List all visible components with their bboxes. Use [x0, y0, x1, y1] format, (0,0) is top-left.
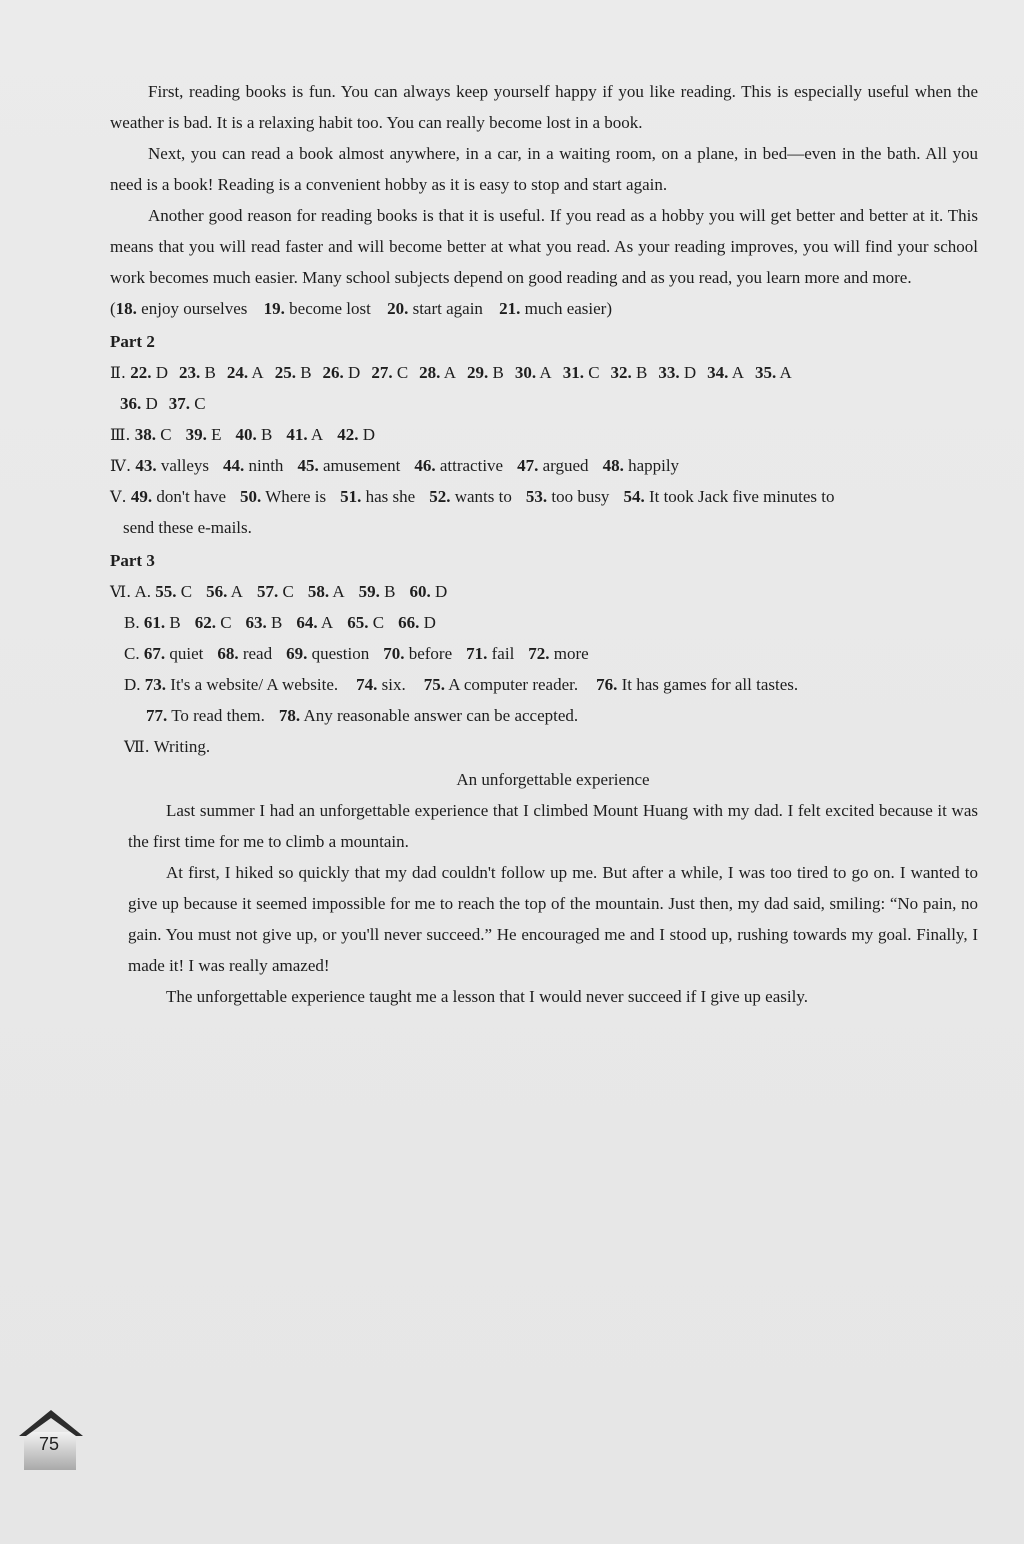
answer-number: 51.	[340, 487, 362, 506]
answer-value: B	[295, 363, 312, 382]
answer-value: D	[151, 363, 168, 382]
answer-value: A	[440, 363, 456, 382]
answer-list	[155, 582, 461, 601]
answer-number: 43.	[135, 456, 157, 475]
section-3	[110, 419, 978, 450]
answer-value: A	[329, 582, 345, 601]
answer-number: 31.	[562, 363, 584, 382]
answer-key-content	[110, 76, 978, 1012]
answer-number: 27.	[371, 363, 393, 382]
essay-paragraph-1: Last summer I had an unforgettable experience that I climbed Mount Huang with my dad. I felt excited because it was the first time for me to climb a mountain.	[128, 801, 978, 851]
essay	[110, 764, 978, 1012]
answer-number: 54.	[623, 487, 645, 506]
answer-number: 77.	[146, 706, 168, 725]
page-number: 75	[38, 1434, 60, 1454]
section-numeral: Ⅳ.	[110, 456, 132, 475]
answer-value: E	[206, 425, 222, 444]
answer-value: D	[679, 363, 697, 382]
answer-value: It took Jack five minutes to	[644, 487, 835, 506]
section-6-a	[110, 576, 978, 607]
answer-value: A	[728, 363, 744, 382]
answer-number: 55.	[155, 582, 177, 601]
answer-number: 37.	[168, 394, 191, 413]
answer-number: 57.	[256, 582, 279, 601]
answer-number: 26.	[322, 363, 344, 382]
answer-value: become lost	[289, 299, 371, 318]
answer-number: 28.	[419, 363, 441, 382]
answer-value: B	[631, 363, 648, 382]
answer-number: 30.	[514, 363, 537, 382]
section-5	[110, 481, 978, 512]
answer-number: 25.	[274, 363, 296, 382]
answer-value: It has games for all tastes.	[617, 675, 799, 694]
answer-number: 23.	[179, 363, 201, 382]
answer-value: don't have	[152, 487, 227, 506]
answer-list	[131, 487, 849, 506]
answer-value: D	[141, 394, 158, 413]
answer-number: 29.	[467, 363, 489, 382]
subsection-label: A.	[134, 582, 152, 601]
answer-list	[145, 675, 816, 694]
answer-number: 56.	[206, 582, 228, 601]
section-numeral: Ⅱ.	[110, 363, 126, 382]
answer-number: 19.	[263, 299, 285, 318]
answer-number: 73.	[144, 675, 167, 694]
answer-value: Where is	[261, 487, 327, 506]
answer-number: 75.	[423, 675, 445, 694]
answer-value: C	[215, 613, 232, 632]
answer-value: C	[392, 363, 409, 382]
answer-number: 45.	[297, 456, 319, 475]
answers-18-21: (18. enjoy ourselves 19. become lost 20. start again 21. much easier)	[110, 299, 612, 318]
answer-value: has she	[361, 487, 416, 506]
section-2-line-1	[110, 357, 978, 388]
answer-list	[135, 425, 389, 444]
answer-number: 65.	[347, 613, 369, 632]
answer-number: 47.	[517, 456, 539, 475]
answer-value: It's a website/ A website.	[166, 675, 339, 694]
part-3-heading: Part 3	[110, 551, 155, 570]
answer-number: 62.	[194, 613, 216, 632]
answer-number: 68.	[217, 644, 239, 663]
answer-number: 76.	[596, 675, 618, 694]
answer-value: B	[200, 363, 216, 382]
answer-number: 69.	[286, 644, 308, 663]
reading-paragraph-1: First, reading books is fun. You can always keep yourself happy if you like reading. This is especially useful when the weather is bad. It is a relaxing habit too. You can really become lost in a book.	[110, 82, 978, 132]
answer-value: A	[776, 363, 792, 382]
answer-value: A computer reader.	[444, 675, 579, 694]
answer-value: C	[190, 394, 206, 413]
answer-value: C	[278, 582, 294, 601]
answer-value: wants to	[450, 487, 512, 506]
answer-number: 60.	[409, 582, 431, 601]
answer-number: 58.	[307, 582, 330, 601]
answer-value: much easier)	[524, 299, 612, 318]
answer-list	[146, 706, 592, 725]
answer-number: 49.	[130, 487, 153, 506]
reading-paragraph-2: Next, you can read a book almost anywhere, in a car, in a waiting room, on a plane, in bed—even in the bath. All you need is a book! Reading is a convenient hobby as it is easy to stop and start again.	[110, 144, 978, 194]
answer-value: quiet	[165, 644, 204, 663]
answer-list	[135, 456, 693, 475]
answer-number: 36.	[120, 394, 142, 413]
answer-list	[144, 644, 603, 663]
page-number-badge	[18, 1406, 84, 1472]
answer-value: C	[583, 363, 600, 382]
answer-value: D	[430, 582, 448, 601]
reading-paragraph-3: Another good reason for reading books is that it is useful. If you read as a hobby you will get better and better at it. This means that you will read faster and will become better at what you read. As your reading improves, you will find your school work becomes much easier. Many school subjects depend on good reading and as you read, you learn more and more.	[110, 206, 978, 287]
answer-number: 74.	[356, 675, 378, 694]
answer-number: 39.	[185, 425, 207, 444]
answer-list	[120, 394, 217, 413]
answer-list	[144, 613, 450, 632]
answer-number: 61.	[143, 613, 166, 632]
answer-number: 70.	[383, 644, 405, 663]
answer-number: 64.	[296, 613, 318, 632]
section-2-line-2	[110, 388, 978, 419]
answer-value: amusement	[318, 456, 401, 475]
part-2-heading: Part 2	[110, 332, 155, 351]
answer-number: 44.	[222, 456, 245, 475]
answer-value: six.	[377, 675, 406, 694]
subsection-label: C.	[124, 644, 140, 663]
answer-value: B	[266, 613, 283, 632]
section-4	[110, 450, 978, 481]
answer-value: argued	[538, 456, 589, 475]
answer-value: attractive	[435, 456, 504, 475]
answer-value: A	[227, 582, 243, 601]
subsection-label: B.	[124, 613, 140, 632]
answer-number: 42.	[337, 425, 359, 444]
section-numeral: Ⅲ.	[110, 425, 131, 444]
essay-title: An unforgettable experience	[456, 770, 650, 789]
section-6-c	[110, 638, 978, 669]
answer-value: read	[238, 644, 273, 663]
section-numeral: Ⅴ.	[110, 487, 127, 506]
answer-number: 32.	[610, 363, 632, 382]
answer-number: 50.	[240, 487, 262, 506]
answer-value: To read them.	[167, 706, 265, 725]
answer-value: Any reasonable answer can be accepted.	[300, 706, 579, 725]
answer-number: 24.	[226, 363, 249, 382]
answer-number: 59.	[358, 582, 380, 601]
answer-number: 20.	[387, 299, 409, 318]
answer-value: B	[256, 425, 273, 444]
section-numeral: Ⅵ.	[110, 582, 132, 601]
answer-value: valleys	[156, 456, 209, 475]
answer-number: 38.	[134, 425, 157, 444]
answer-value: B	[379, 582, 396, 601]
essay-paragraph-2: At first, I hiked so quickly that my dad couldn't follow up me. But after a while, I was too tired to go on. I wanted to give up because it seemed impossible for me to reach the top of the mountain. Just then, my dad said, smiling: “No pain, no gain. You must not give up, or you'll never succeed.” He encouraged me and I stood up, rushing towards my goal. Finally, I made it! I was really amazed!	[128, 863, 978, 975]
answer-value: too busy	[547, 487, 610, 506]
answer-value: ninth	[244, 456, 284, 475]
answer-number: 22.	[130, 363, 152, 382]
answer-value: fail	[487, 644, 515, 663]
essay-paragraph-3: The unforgettable experience taught me a lesson that I would never succeed if I give up easily.	[166, 987, 808, 1006]
answer-value: C	[176, 582, 193, 601]
answer-number: 66.	[398, 613, 420, 632]
answer-value: B	[165, 613, 181, 632]
answer-value: C	[156, 425, 172, 444]
answer-number: 46.	[414, 456, 436, 475]
answer-value: A	[307, 425, 324, 444]
answer-value: B	[488, 363, 504, 382]
subsection-label: D.	[124, 675, 141, 694]
answer-value: A	[248, 363, 264, 382]
answer-number: 41.	[286, 425, 308, 444]
answer-value: D	[358, 425, 375, 444]
answer-value: start again	[412, 299, 483, 318]
answer-value: A	[317, 613, 334, 632]
answer-value: D	[343, 363, 361, 382]
answer-list	[130, 363, 803, 382]
answer-number: 18.	[115, 299, 137, 318]
answer-value: happily	[623, 456, 680, 475]
section-5-continued: send these e-mails.	[123, 518, 252, 537]
answer-value: question	[307, 644, 370, 663]
answer-number: 40.	[235, 425, 257, 444]
answer-number: 52.	[429, 487, 451, 506]
answer-value: D	[419, 613, 436, 632]
answer-value: more	[549, 644, 589, 663]
section-7-label: Writing.	[153, 737, 211, 756]
answer-number: 72.	[528, 644, 550, 663]
section-6-d	[110, 669, 978, 700]
answer-number: 34.	[707, 363, 729, 382]
answer-value: enjoy ourselves	[141, 299, 248, 318]
answer-number: 33.	[658, 363, 680, 382]
section-numeral: Ⅶ.	[124, 737, 150, 756]
answer-number: 78.	[278, 706, 301, 725]
answer-number: 63.	[245, 613, 267, 632]
answer-value: C	[368, 613, 385, 632]
section-6-d-continued	[110, 700, 978, 731]
answer-number: 67.	[143, 644, 166, 663]
answer-number: 53.	[525, 487, 548, 506]
answer-value: before	[404, 644, 453, 663]
answer-number: 21.	[499, 299, 521, 318]
answer-number: 71.	[466, 644, 488, 663]
answer-number: 35.	[755, 363, 777, 382]
section-7	[110, 731, 978, 762]
answer-value: A	[536, 363, 552, 382]
answer-number: 48.	[602, 456, 624, 475]
section-6-b	[110, 607, 978, 638]
